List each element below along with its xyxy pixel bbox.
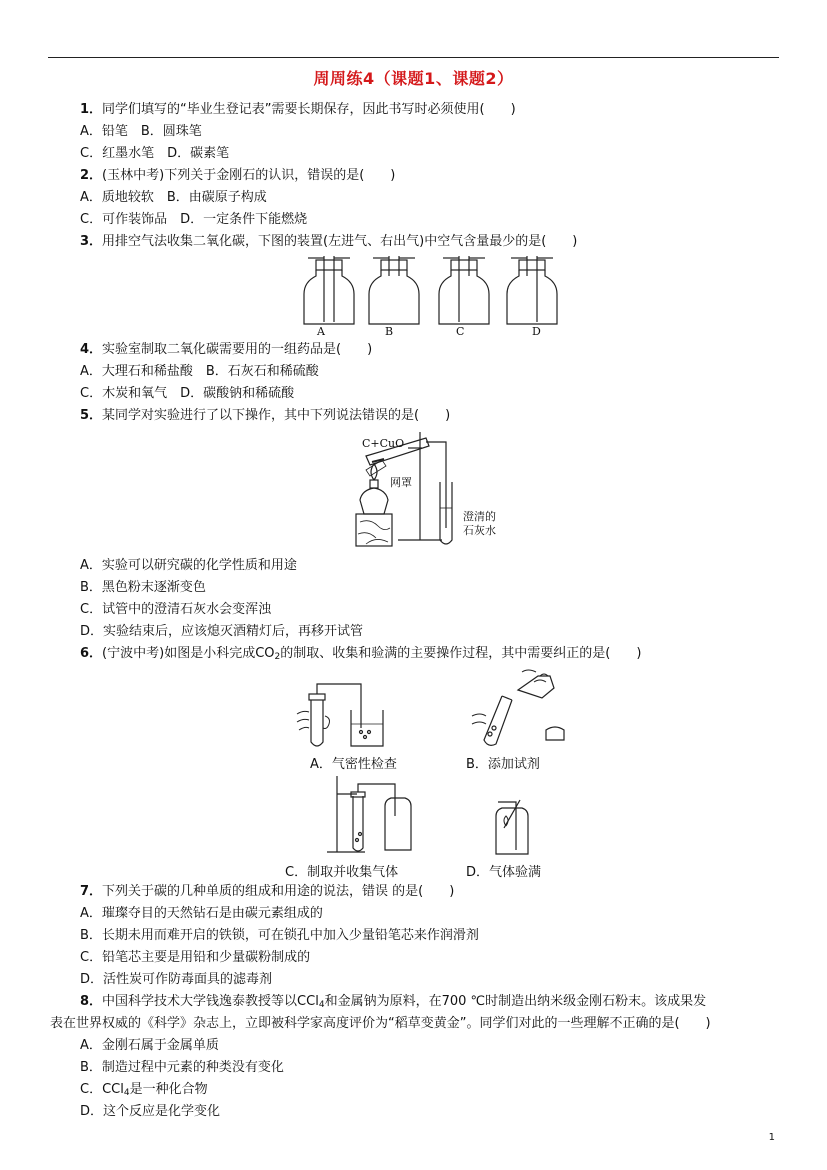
q1-options-cd: C．红墨水笔 D．碳素笔 — [80, 146, 230, 161]
question-3: 3．用排空气法收集二氧化碳，下图的装置(左进气、右出气)中空气含量最少的是( ) — [80, 234, 578, 249]
q8-option-c: C．CCl$_4$是一种化合物 — [80, 1082, 208, 1098]
q6-caption-b: B．添加试剂 — [466, 757, 540, 772]
question-6: 6．(宁波中考)如图是小科完成$CO_2$的制取、收集和验满的主要操作过程，其中需要纠正的是( ) — [80, 646, 642, 662]
q7-option-b: B．长期未用而难开启的铁锁，可在锁孔中加入少量铅笔芯来作润滑剂 — [80, 928, 479, 943]
adding-reagent-figure — [462, 668, 572, 750]
q5-option-a: A．实验可以研究碳的化学性质和用途 — [80, 558, 297, 573]
page-title: 周周练4（课题1、课题2） — [313, 69, 514, 88]
q8-option-a: A．金刚石属于金属单质 — [80, 1038, 219, 1053]
reactant-label: C+CuO — [362, 437, 405, 450]
limewater-label-line1: 澄清的 — [463, 510, 496, 523]
q6-caption-a: A．气密性检查 — [310, 757, 397, 772]
bottle-label-d: D — [532, 325, 541, 338]
airtightness-check-figure — [295, 680, 395, 750]
q5-option-c: C．试管中的澄清石灰水会变浑浊 — [80, 602, 272, 617]
q2-options-ab: A．质地较软 B．由碳原子构成 — [80, 190, 267, 205]
q6-caption-d: D．气体验满 — [466, 865, 542, 880]
question-5: 5．某同学对实验进行了以下操作，其中下列说法错误的是( ) — [80, 408, 451, 423]
gas-full-test-figure — [482, 798, 542, 858]
produce-collect-gas-figure — [325, 774, 415, 856]
question-4: 4．实验室制取二氧化碳需要用的一组药品是( ) — [80, 342, 373, 357]
q7-option-a: A．璀璨夺目的天然钻石是由碳元素组成的 — [80, 906, 323, 921]
q5-option-b: B．黑色粉末逐渐变色 — [80, 580, 206, 595]
question-8-line2: 表在世界权威的《科学》杂志上，立即被科学家高度评价为“稻草变黄金”。同学们对此的一些理解不正确的是( ) — [50, 1016, 711, 1031]
limewater-label-line2: 石灰水 — [463, 524, 496, 537]
gas-collection-bottles-figure — [290, 252, 570, 342]
q2-options-cd: C．可作装饰品 D．一定条件下能燃烧 — [80, 212, 308, 227]
bottle-label-b: B — [385, 325, 394, 338]
q7-option-d: D．活性炭可作防毒面具的滤毒剂 — [80, 972, 273, 987]
q4-options-cd: C．木炭和氧气 D．碳酸钠和稀硫酸 — [80, 386, 295, 401]
bottle-label-a: A — [317, 325, 325, 338]
q7-option-c: C．铅笔芯主要是用铅和少量碳粉制成的 — [80, 950, 311, 965]
q8-option-d: D．这个反应是化学变化 — [80, 1104, 221, 1119]
q4-options-ab: A．大理石和稀盐酸 B．石灰石和稀硫酸 — [80, 364, 319, 379]
question-8: 8．中国科学技术大学钱逸泰教授等以CCl$_4$和金属钠为原料，在700 ℃时制造出纳米级金刚石粉末。该成果发 — [80, 994, 707, 1010]
header-rule — [48, 57, 779, 58]
q6-caption-c: C．制取并收集气体 — [285, 865, 399, 880]
question-7: 7．下列关于碳的几种单质的组成和用途的说法，错误 的是( ) — [80, 884, 455, 899]
question-1: 1．同学们填写的“毕业生登记表”需要长期保存，因此书写时必须使用( ) — [80, 102, 516, 117]
page-number: 1 — [768, 1132, 775, 1143]
q1-options-ab: A．铅笔 B．圆珠笔 — [80, 124, 202, 139]
q8-option-b: B．制造过程中元素的种类没有变化 — [80, 1060, 284, 1075]
q5-option-d: D．实验结束后，应该熄灭酒精灯后，再移开试管 — [80, 624, 364, 639]
question-2: 2．(玉林中考)下列关于金刚石的认识，错误的是( ) — [80, 168, 396, 183]
bottle-label-c: C — [456, 325, 465, 338]
gauze-label: 网罩 — [390, 476, 412, 489]
